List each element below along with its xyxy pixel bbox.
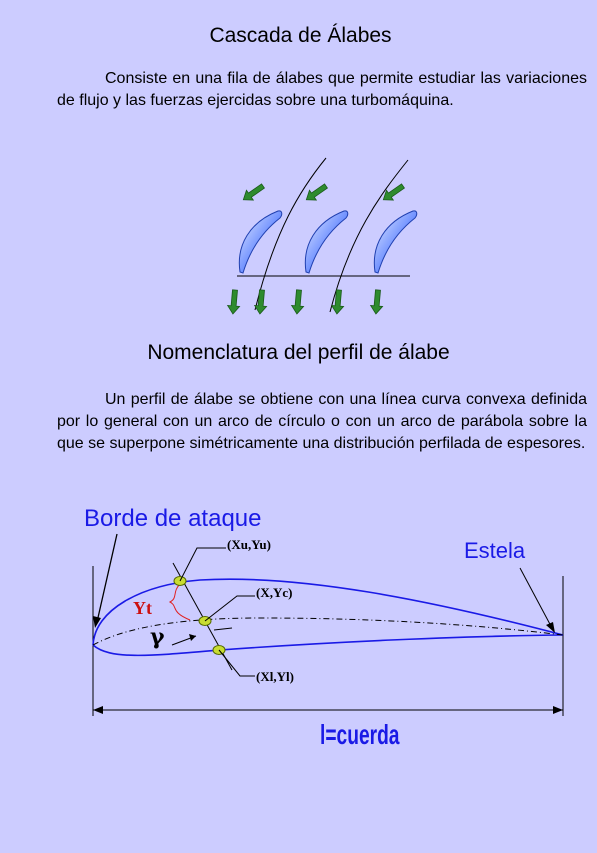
airfoil-lower-surface (93, 635, 563, 655)
outlet-arrow-2 (254, 289, 268, 314)
trailing-edge-arrow (520, 568, 552, 628)
leading-edge-label: Borde de ataque (84, 505, 262, 532)
angle-label: γ (150, 624, 165, 650)
inlet-arrow-1 (240, 181, 267, 205)
thickness-label: Yt (133, 598, 152, 618)
leading-edge-arrow (97, 534, 117, 622)
lower-point-label: (Xl,Yl) (256, 669, 294, 684)
streamline-1 (255, 158, 326, 310)
trailing-edge-label: Estela (464, 538, 526, 563)
upper-point-leader (180, 548, 226, 581)
angle-arrow-1 (172, 636, 196, 645)
outlet-arrow-1 (227, 289, 241, 314)
blade-1 (239, 211, 281, 273)
camber-point-leader (205, 596, 255, 621)
outlet-arrow-5 (370, 289, 384, 314)
chord-label: l=cuerda (320, 719, 400, 751)
outlet-arrow-3 (291, 289, 305, 314)
blade-3 (374, 211, 416, 273)
streamline-2 (330, 160, 408, 312)
upper-point-marker (174, 577, 186, 586)
camber-point-label: (X,Yc) (256, 585, 293, 600)
outlet-arrow-4 (331, 289, 345, 314)
camber-line (93, 618, 563, 645)
cascade-title: Cascada de Álabes (209, 24, 392, 47)
blade-2 (305, 211, 347, 273)
inlet-arrow-2 (303, 181, 330, 205)
cascade-description: Consiste en una fila de álabes que permite estudiar las variaciones de flujo y las fuerzas ejercidas sobre una turbomáquina. (57, 70, 587, 109)
lower-point-marker (213, 646, 225, 655)
lower-point-leader (219, 650, 255, 676)
camber-point-marker (199, 617, 211, 626)
inlet-arrow-3 (380, 181, 407, 205)
nomenclature-description: Un perfil de álabe se obtiene con una línea curva convexa definida por lo general con un arco de círculo o con un arco de parábola sobre la que se superpone simétricamente una distribución perfilada de espesores. (57, 391, 587, 452)
thickness-brace (170, 584, 190, 620)
normal-line (173, 563, 232, 670)
upper-point-label: (Xu,Yu) (227, 537, 271, 552)
airfoil-upper-surface (93, 579, 563, 645)
nomenclature-title: Nomenclatura del perfil de álabe (147, 341, 450, 364)
angle-arrow-2 (214, 628, 232, 630)
